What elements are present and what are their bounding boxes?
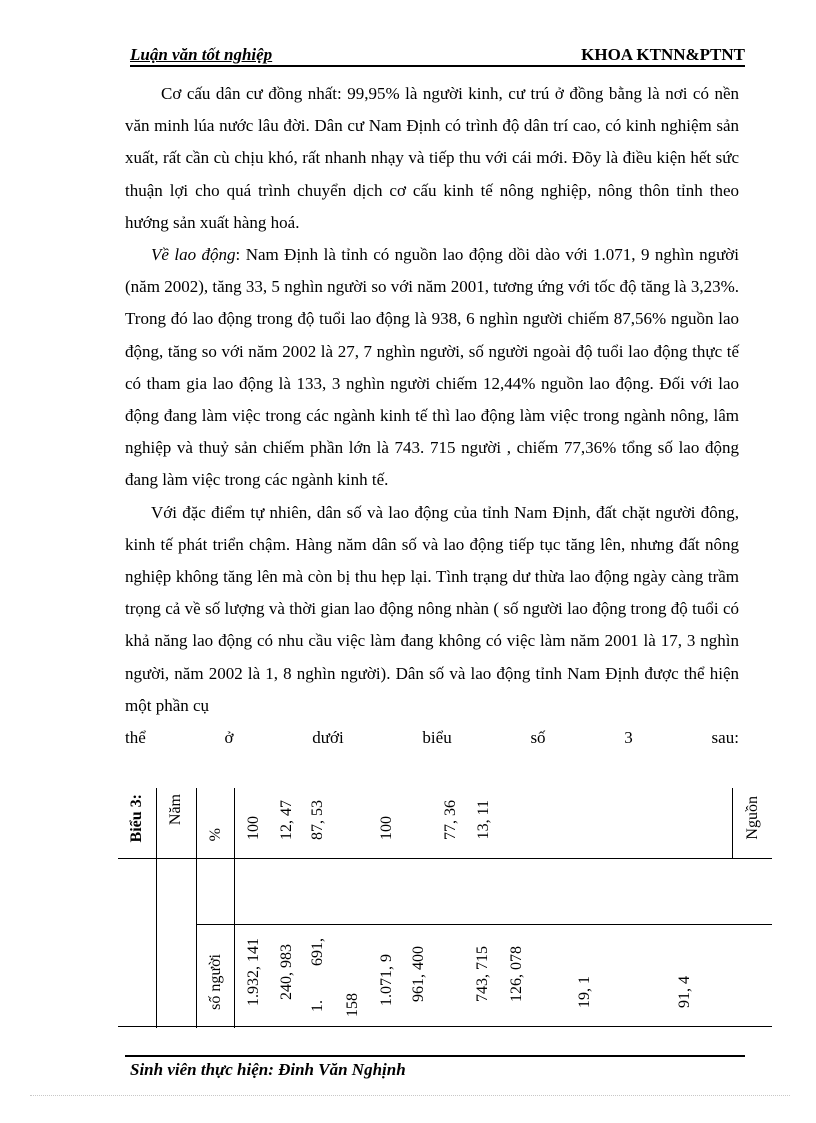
paragraph-labor bbox=[125, 239, 739, 497]
last-word: số bbox=[530, 728, 546, 748]
table-cell: 77, 36 bbox=[442, 800, 459, 840]
last-word: biểu bbox=[422, 728, 452, 748]
paragraph-natural-features: Với đặc điểm tự nhiên, dân số và lao động của tỉnh Nam Định, đất chặt người đông, kinh tế phát triển chậm. Hàng năm dân số và lao động tiếp tục tăng lên, nhưng đất nông nghiệp không tăng lên mà còn bị thu hẹp lại. Tình trạng dư thừa lao động ngày càng trầm trọng cả về số lượng và thời gian lao động nông nhàn ( số người lao động trong độ tuổi có khả năng lao động có nhu cầu việc làm đang không có việc làm năm 2001 là 17, 3 nghìn người, năm 2002 là 1, 8 nghìn người). Dân số và lao động tỉnh Nam Định được thể hiện một phần cụ bbox=[125, 502, 739, 715]
percent-column-header: % bbox=[207, 828, 224, 842]
table-cell: 240, 983 bbox=[278, 944, 295, 1000]
persons-column-header: số người bbox=[207, 954, 224, 1010]
table-border bbox=[234, 788, 235, 1028]
justified-last-line bbox=[125, 722, 739, 754]
paragraph-population: Cơ cấu dân cư đồng nhất: 99,95% là người kinh, cư trú ở đồng bằng là nơi có nền văn minh lúa nước lâu đời. Dân cư Nam Định có trình độ dân trí cao, có kinh nghiệm sản xuất, rất cần cù chịu khó, rất nhanh nhạy và tiếp thu với cái mới. Đõy là điều kiện hết sức thuận lợi cho quá trình chuyển dịch cơ cấu kinh tế nông nghiệp, nông thôn tỉnh theo hướng sản xuất hàng hoá. bbox=[125, 84, 739, 232]
year-column-header: Năm bbox=[167, 794, 184, 826]
last-word: thể bbox=[125, 728, 146, 748]
table-cell: 961, 400 bbox=[410, 946, 427, 1002]
thesis-label: Luận văn tốt nghiệp bbox=[130, 45, 273, 64]
last-word: sau: bbox=[711, 728, 739, 748]
table-border bbox=[196, 788, 197, 1028]
table-cell: 158 bbox=[344, 993, 361, 1017]
table-border bbox=[118, 858, 772, 859]
labor-text: : Nam Định là tỉnh có nguồn lao động dồi dào với 1.071, 9 nghìn người (năm 2002), tăng 33, 5 nghìn người so với năm 2001, tương ứng với tốc độ tăng là 3,23%. Trong đó lao động trong độ tuổi lao động là 938, 6 nghìn người chiếm 87,56% nguồn lao động, tăng so với năm 2002 là 27, 7 nghìn người, số người ngoài độ tuổi lao động thực tế có tham gia lao động là 133, 3 nghìn người chiếm 12,44% nguồn lao động. Đối với lao động đang làm việc trong các ngành kinh tế thì lao động làm việc trong ngành nông, lâm nghiệp và thuỷ sản chiếm phần lớn là 743. 715 người , chiếm 77,36% tổng số lao động đang làm việc trong các ngành kinh tế. bbox=[125, 245, 739, 490]
page-edge-dotted-line bbox=[30, 1095, 790, 1096]
table-border bbox=[196, 924, 772, 925]
last-word: ở bbox=[224, 728, 234, 748]
table-cell: 87, 53 bbox=[309, 800, 326, 840]
page-header bbox=[130, 43, 745, 67]
body-text bbox=[125, 78, 739, 754]
faculty-label: KHOA KTNN&PTNT bbox=[581, 45, 745, 64]
table-cell: 12, 47 bbox=[278, 800, 295, 840]
table-cell: 19, 1 bbox=[576, 976, 593, 1008]
table-cell: 743, 715 bbox=[474, 946, 491, 1002]
table-cell: 1.932, 141 bbox=[245, 938, 262, 1006]
table-cell: 100 bbox=[378, 816, 395, 840]
table-border bbox=[732, 788, 733, 858]
table-cell: 100 bbox=[245, 816, 262, 840]
table-cell: 126, 078 bbox=[508, 946, 525, 1002]
table-cell: 13, 11 bbox=[475, 800, 492, 840]
table-border bbox=[156, 788, 157, 1028]
labor-heading: Về lao động bbox=[151, 245, 236, 265]
footer-rule bbox=[125, 1055, 745, 1057]
table-border bbox=[118, 1026, 772, 1027]
author-footer: Sinh viên thực hiện: Đinh Văn Nghịnh bbox=[130, 1060, 406, 1079]
source-column-header: Nguồn bbox=[744, 796, 761, 840]
last-word: dưới bbox=[312, 728, 344, 748]
table-cell: 1. bbox=[309, 1000, 326, 1012]
table-cell: 91, 4 bbox=[676, 976, 693, 1008]
table-title: Biểu 3: bbox=[128, 794, 145, 843]
last-word: 3 bbox=[624, 728, 633, 748]
table-cell: 1.071, 9 bbox=[378, 954, 395, 1006]
table-cell: 691, bbox=[309, 938, 326, 966]
population-labor-table bbox=[118, 788, 772, 1028]
